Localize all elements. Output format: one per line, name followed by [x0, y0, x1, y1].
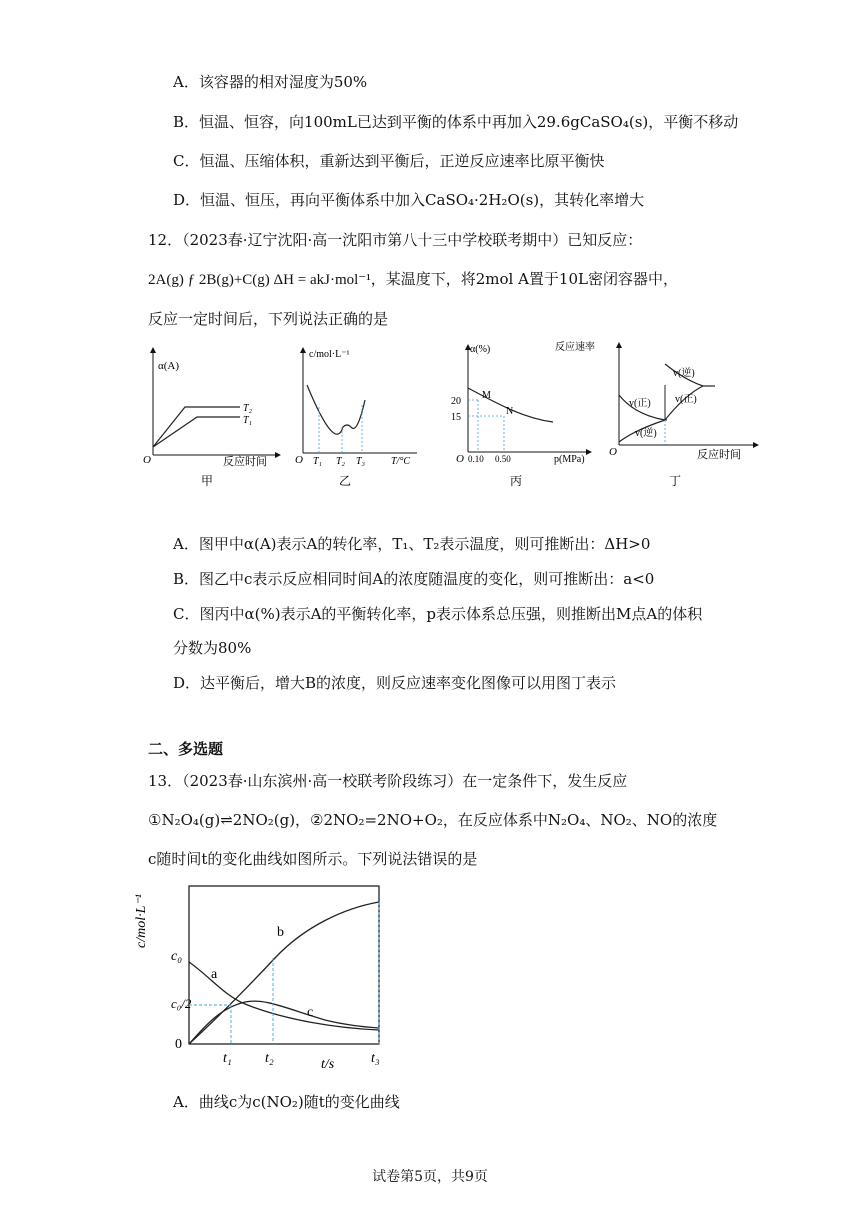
ding-v-ni-left: v(逆) [635, 428, 657, 439]
q13-stem: 13．（2023春·山东滨州·高一校联考阶段练习）在一定条件下，发生反应 [148, 772, 628, 790]
bing-xtick-010: 0.10 [468, 454, 484, 464]
page-footer: 试卷第5页，共9页 [372, 1169, 488, 1185]
bing-point-m: M [482, 390, 491, 401]
yi-tick-t1: T₁ [313, 456, 323, 467]
q11-option-b: B．恒温、恒容，向100mL已达到平衡的体系中再加入29.6gCaSO₄(s)，平衡不移动 [173, 113, 739, 131]
q12-option-a: A．图甲中α(A)表示A的转化率，T₁、T₂表示温度，则可推断出：ΔH>0 [173, 535, 651, 553]
bing-origin: O [456, 453, 464, 465]
q12-stem: 12．（2023春·辽宁沈阳·高一沈阳市第八十三中学校联考期中）已知反应： [148, 231, 643, 249]
q13-xtick-t2: t₂ [265, 1051, 274, 1066]
q12-option-b: B．图乙中c表示反应相同时间A的浓度随温度的变化，则可推断出：a<0 [173, 570, 655, 588]
ding-v-zheng-right: v(正) [675, 394, 697, 405]
bing-xlabel: p(MPa) [554, 454, 585, 465]
jia-curve-t2: T₂ [243, 403, 253, 414]
ding-ylabel: 反应速率 [555, 342, 595, 353]
q13-stem-2: ①N₂O₄(g)⇌2NO₂(g)，②2NO₂=2NO+O₂，在反应体系中N₂O₄、NO₂、NO的浓度 [148, 811, 718, 829]
graph-yi [295, 345, 425, 495]
yi-tick-t2: T₂ [336, 456, 346, 467]
yi-ylabel: c/mol·L⁻¹ [309, 349, 350, 360]
q13-xlabel: t/s [321, 1057, 335, 1072]
q12-option-c: C．图丙中α(%)表示A的平衡转化率，p表示体系总压强，则推断出M点A的体积 [173, 605, 703, 623]
bing-caption: 丙 [510, 474, 523, 488]
section-title: 二、多选题 [148, 740, 224, 758]
graph-bing [448, 340, 598, 495]
jia-caption: 甲 [201, 474, 214, 488]
q13-stem-3: c随时间t的变化曲线如图所示。下列说法错误的是 [148, 850, 478, 868]
ding-origin: O [609, 446, 617, 458]
q13-curve-c: c [307, 1005, 314, 1020]
yi-xlabel: T/°C [391, 456, 411, 467]
jia-origin: O [143, 454, 151, 466]
q11-option-d: D．恒温、恒压，再向平衡体系中加入CaSO₄·2H₂O(s)，其转化率增大 [173, 191, 645, 209]
q13-option-a: A．曲线c为c(NO₂)随t的变化曲线 [173, 1093, 400, 1111]
jia-curve-t1: T₁ [243, 415, 253, 426]
ding-v-ni-top: v(逆) [673, 368, 695, 379]
jia-ylabel: α(A) [158, 360, 180, 372]
q11-option-a: A．该容器的相对湿度为50% [173, 73, 368, 91]
q12-stem-cont: ，某温度下，将2mol A置于10L密闭容器中， [370, 270, 678, 288]
bing-xtick-050: 0.50 [495, 454, 511, 464]
ding-xlabel: 反应时间 [697, 449, 741, 461]
q13-ytick-c0: c₀ [171, 949, 183, 964]
q13-xtick-t1: t₁ [223, 1051, 232, 1066]
bing-ylabel: α(%) [470, 344, 491, 355]
q13-graph [134, 880, 395, 1075]
q13-ytick-zero: 0 [175, 1037, 182, 1052]
ding-v-zheng-left: v(正) [629, 398, 651, 409]
bing-point-n: N [506, 406, 514, 417]
q13-ylabel: c/mol·L⁻¹ [134, 894, 149, 948]
q12-equation: 2A(g) ƒ 2B(g)+C(g) ΔH = akJ·mol⁻¹ [148, 272, 371, 288]
jia-xlabel: 反应时间 [223, 456, 267, 468]
q12-option-d: D．达平衡后，增大B的浓度，则反应速率变化图像可以用图丁表示 [173, 674, 617, 692]
q12-option-c-cont: 分数为80% [173, 639, 252, 657]
q11-option-c: C．恒温、压缩体积，重新达到平衡后，正逆反应速率比原平衡快 [173, 152, 605, 170]
yi-origin: O [295, 454, 303, 466]
yi-tick-t3: T₃ [356, 456, 366, 467]
q12-equation-line [148, 269, 678, 290]
ding-caption: 丁 [669, 474, 682, 488]
bing-ytick-20: 20 [451, 396, 461, 407]
q13-curve-a: a [211, 967, 218, 982]
q13-xtick-t3: t₃ [371, 1051, 380, 1066]
q13-curve-b: b [277, 925, 284, 940]
yi-caption: 乙 [339, 474, 352, 488]
q12-stem-3: 反应一定时间后，下列说法正确的是 [148, 310, 389, 328]
q13-ytick-c0-half: c₀/2 [171, 996, 192, 1011]
graph-jia [145, 345, 285, 495]
bing-ytick-15: 15 [451, 412, 461, 423]
